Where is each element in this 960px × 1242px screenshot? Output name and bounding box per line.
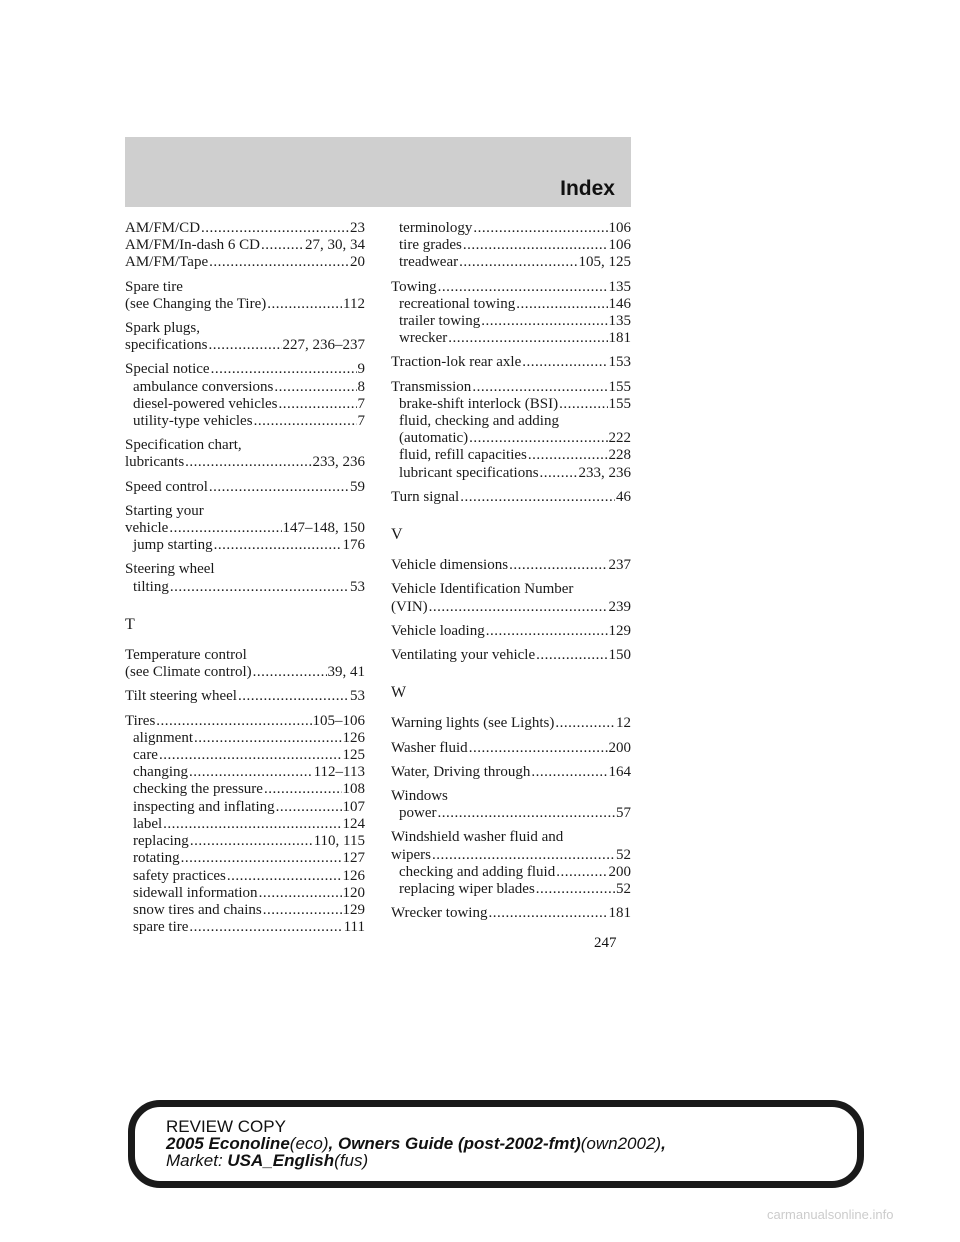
index-entry-page: 108 [342,781,365,798]
index-entry [125,902,365,919]
index-entry-label: AM/FM/In-dash 6 CD [125,237,261,254]
index-section-letter: V [391,526,403,544]
index-entry-label: Warning lights (see Lights) [391,715,555,732]
index-entry-label: terminology [399,220,473,236]
index-entry [391,330,631,347]
dot-leader [463,237,608,254]
index-entry-page: 150 [608,647,631,664]
dot-leader [264,781,342,798]
index-entry-label: AM/FM/CD [125,220,201,236]
dot-leader [472,379,607,396]
index-entry-heading: Steering wheel [125,561,215,578]
index-entry-label: tilting [133,578,169,595]
dot-leader [227,868,342,885]
index-entry [125,220,365,237]
index-entry-label: vehicle [125,520,169,537]
dot-leader [267,296,342,313]
index-entry-label: rotating [133,850,180,867]
index-entry-page: 106 [608,237,631,254]
index-entry-label: (see Changing the Tire) [125,295,267,312]
index-entry-page: 200 [608,863,631,880]
index-entry-label: tire grades [399,237,462,254]
index-entry-label: spare tire [133,919,189,936]
index-entry-page: 155 [608,378,631,395]
index-entry [125,254,365,271]
index-entry-label: alignment [133,729,193,746]
index-entry [391,764,631,781]
index-entry [125,764,365,781]
dot-leader [516,296,607,313]
dot-leader [211,361,357,378]
index-entry [391,623,631,640]
index-entry-page: 9 [357,361,365,378]
index-entry-label: snow tires and chains [133,901,262,918]
index-entry-page: 147–148, 150 [282,520,365,537]
index-entry [125,337,365,354]
index-entry-page: 12 [616,715,631,732]
dot-leader [555,715,615,732]
dot-leader [209,254,349,271]
index-entry-heading: Vehicle Identification Number [391,581,574,598]
dot-leader [156,713,311,730]
index-entry-page: 233, 236 [578,464,631,481]
index-entry-page: 107 [342,798,365,815]
index-entry-page: 106 [608,220,631,236]
index-entry-page: 126 [342,867,365,884]
index-entry [125,537,365,554]
index-entry-page: 23 [350,220,365,236]
index-entry [391,864,631,881]
index-entry [391,905,631,922]
index-entry [125,413,365,430]
index-entry-page: 105–106 [312,712,365,729]
index-entry [391,296,631,313]
index-entry [391,847,631,864]
dot-leader [208,337,281,354]
dot-leader [559,396,607,413]
index-entry-label: replacing wiper blades [399,881,535,898]
index-entry [125,688,365,705]
index-entry-label: checking the pressure [133,781,263,798]
index-entry-page: 176 [342,537,365,554]
index-entry-page: 124 [342,815,365,832]
index-entry [125,730,365,747]
dot-leader [429,599,608,616]
index-entry-label: inspecting and inflating [133,798,275,815]
index-entry-label: safety practices [133,867,226,884]
dot-leader [214,537,342,554]
dot-leader [438,805,616,822]
index-entry-label: lubricants [125,454,185,471]
index-entry [125,396,365,413]
index-entry-page: 110, 115 [313,833,365,850]
index-entry-page: 200 [608,739,631,756]
dot-leader [486,623,608,640]
index-entry-page: 146 [608,295,631,312]
dot-leader [522,354,607,371]
index-entry [125,296,365,313]
dot-leader [185,454,311,471]
index-entry-label: Water, Driving through [391,763,531,780]
index-entry [125,919,365,936]
index-entry-label: jump starting [133,537,213,554]
index-entry [125,868,365,885]
index-entry [391,447,631,464]
index-entry [391,465,631,482]
dot-leader [190,833,313,850]
index-entry-page: 227, 236–237 [282,337,365,354]
index-entry-heading: Spare tire [125,278,183,295]
index-entry [125,799,365,816]
dot-leader [279,396,357,413]
index-section-letter: W [391,684,407,702]
index-entry-page: 239 [608,598,631,615]
dot-leader [169,520,281,537]
index-entry-page: 57 [616,805,631,822]
index-entry-heading: Windows [391,788,448,805]
dot-leader [488,905,607,922]
index-entry-label: Wrecker towing [391,905,488,922]
footer-watermark: carmanualsonline.info [767,1207,894,1222]
index-entry [125,747,365,764]
index-entry-label: label [133,815,163,832]
index-entry-page: 52 [616,846,631,863]
section-title: Index [560,177,615,200]
index-entry-label: Vehicle loading [391,622,485,639]
review-copy-text [166,1118,666,1169]
index-entry-label: (see Climate control) [125,664,252,681]
index-entry [125,816,365,833]
index-entry [125,237,365,254]
dot-leader [259,885,342,902]
index-entry-label: sidewall information [133,884,258,901]
dot-leader [263,902,342,919]
index-entry [125,885,365,902]
index-entry [391,489,631,506]
index-entry [391,220,631,237]
index-entry-page: 125 [342,747,365,764]
index-entry-heading: Specification chart, [125,437,242,454]
index-entry-label: Tilt steering wheel [125,688,237,705]
index-entry-heading: Starting your [125,502,204,519]
index-entry-page: 237 [608,557,631,574]
index-entry-label: diesel-powered vehicles [133,395,278,412]
dot-leader [432,847,615,864]
index-entry-label: recreational towing [399,295,516,312]
index-entry [125,454,365,471]
index-entry [391,279,631,296]
dot-leader [238,688,349,705]
dot-leader [536,881,615,898]
index-entry-heading: Spark plugs, [125,320,200,337]
index-entry-label: Tires [125,712,156,729]
page-number: 247 [594,935,617,951]
index-entry [391,740,631,757]
index-entry-label: Washer fluid [391,739,468,756]
index-entry [125,379,365,396]
index-entry-heading: fluid, checking and adding [399,413,559,430]
index-entry-label: changing [133,764,188,781]
dot-leader [459,254,577,271]
index-entry [125,361,365,378]
index-entry-label: Traction-lok rear axle [391,354,522,371]
index-entry-label: wipers [391,846,431,863]
dot-leader [209,479,349,496]
index-entry-page: 228 [608,447,631,464]
index-entry-label: brake-shift interlock (BSI) [399,395,559,412]
index-entry-label: lubricant specifications [399,464,539,481]
dot-leader [201,220,349,237]
dot-leader [181,850,342,867]
index-entry-label: (VIN) [391,598,428,615]
index-entry-label: Vehicle dimensions [391,557,509,574]
index-entry-page: 53 [350,578,365,595]
index-entry-page: 129 [342,901,365,918]
index-entry-label: care [133,747,158,764]
index-entry [391,647,631,664]
index-entry-label: utility-type vehicles [133,413,253,430]
index-entry-page: 111 [343,919,365,936]
index-section-letter: T [125,615,135,633]
dot-leader [469,430,607,447]
index-column-left [125,220,365,936]
dot-leader [438,279,608,296]
index-entry [391,599,631,616]
index-entry [125,520,365,537]
index-entry-page: 181 [608,330,631,347]
index-entry-page: 8 [357,378,365,395]
index-entry-page: 127 [342,850,365,867]
index-entry-label: Ventilating your vehicle [391,647,536,664]
index-entry-label: Turn signal [391,488,460,505]
dot-leader [261,237,304,254]
index-entry-label: specifications [125,337,208,354]
index-entry-page: 7 [357,413,365,430]
index-entry-label: AM/FM/Tape [125,254,209,271]
index-column-right [391,220,631,923]
index-entry-page: 105, 125 [578,254,631,271]
index-entry [391,557,631,574]
review-line-2: 2005 Econoline(eco), Owners Guide (post-2002-fmt)(own2002), [166,1134,666,1153]
index-entry-label: Towing [391,278,437,295]
dot-leader [528,447,608,464]
dot-leader [509,557,607,574]
dot-leader [531,764,607,781]
review-line-3: Market: USA_English(fus) [166,1151,369,1170]
index-entry [125,781,365,798]
dot-leader [276,799,342,816]
index-entry-page: 222 [608,430,631,447]
index-entry-page: 120 [342,884,365,901]
index-entry-page: 52 [616,881,631,898]
index-entry [391,313,631,330]
index-entry-page: 53 [350,688,365,705]
index-entry [391,881,631,898]
index-entry-label: fluid, refill capacities [399,447,527,464]
index-entry [125,833,365,850]
index-entry-page: 20 [350,254,365,271]
dot-leader [473,220,607,237]
index-entry-label: trailer towing [399,313,481,330]
dot-leader [556,864,607,881]
index-entry-heading: Temperature control [125,647,247,664]
index-entry-page: 129 [608,622,631,639]
dot-leader [469,740,608,757]
dot-leader [159,747,342,764]
index-entry-page: 164 [608,763,631,780]
index-entry [391,805,631,822]
review-line-1: REVIEW COPY [166,1117,286,1136]
dot-leader [189,764,313,781]
index-entry-page: 181 [608,905,631,922]
index-entry [125,850,365,867]
index-entry-page: 126 [342,729,365,746]
index-entry [391,379,631,396]
dot-leader [536,647,607,664]
dot-leader [448,330,607,347]
index-entry-label: power [399,805,437,822]
dot-leader [194,730,342,747]
index-entry-label: checking and adding fluid [399,863,556,880]
index-entry [125,664,365,681]
index-entry-page: 112 [343,295,365,312]
dot-leader [189,919,342,936]
dot-leader [254,413,357,430]
index-entry-heading: Windshield washer fluid and [391,829,564,846]
dot-leader [481,313,607,330]
index-entry-page: 59 [350,478,365,495]
index-entry-label: wrecker [399,330,448,347]
index-entry-label: treadwear [399,254,459,271]
index-entry [391,354,631,371]
index-entry-page: 135 [608,313,631,330]
index-entry [391,254,631,271]
index-entry-page: 233, 236 [312,454,365,471]
index-entry-label: Special notice [125,361,210,378]
index-entry-label: replacing [133,833,189,850]
index-entry [125,713,365,730]
dot-leader [274,379,356,396]
dot-leader [460,489,615,506]
index-entry-label: (automatic) [399,430,469,447]
index-entry-page: 27, 30, 34 [305,237,365,254]
index-entry-page: 153 [608,354,631,371]
index-entry [125,479,365,496]
index-entry-page: 39, 41 [327,664,365,681]
dot-leader [163,816,341,833]
index-entry [125,579,365,596]
index-entry [391,396,631,413]
index-entry-label: Speed control [125,478,208,495]
dot-leader [170,579,349,596]
dot-leader [253,664,327,681]
index-entry-page: 112–113 [313,764,365,781]
index-entry-label: Transmission [391,378,472,395]
index-entry [391,430,631,447]
index-entry-label: ambulance conversions [133,378,274,395]
index-entry-page: 7 [357,395,365,412]
index-entry-page: 46 [616,488,631,505]
index-entry-page: 135 [608,278,631,295]
index-entry [391,237,631,254]
section-header-band [125,137,631,207]
index-entry [391,715,631,732]
index-entry-page: 155 [608,395,631,412]
dot-leader [540,465,578,482]
